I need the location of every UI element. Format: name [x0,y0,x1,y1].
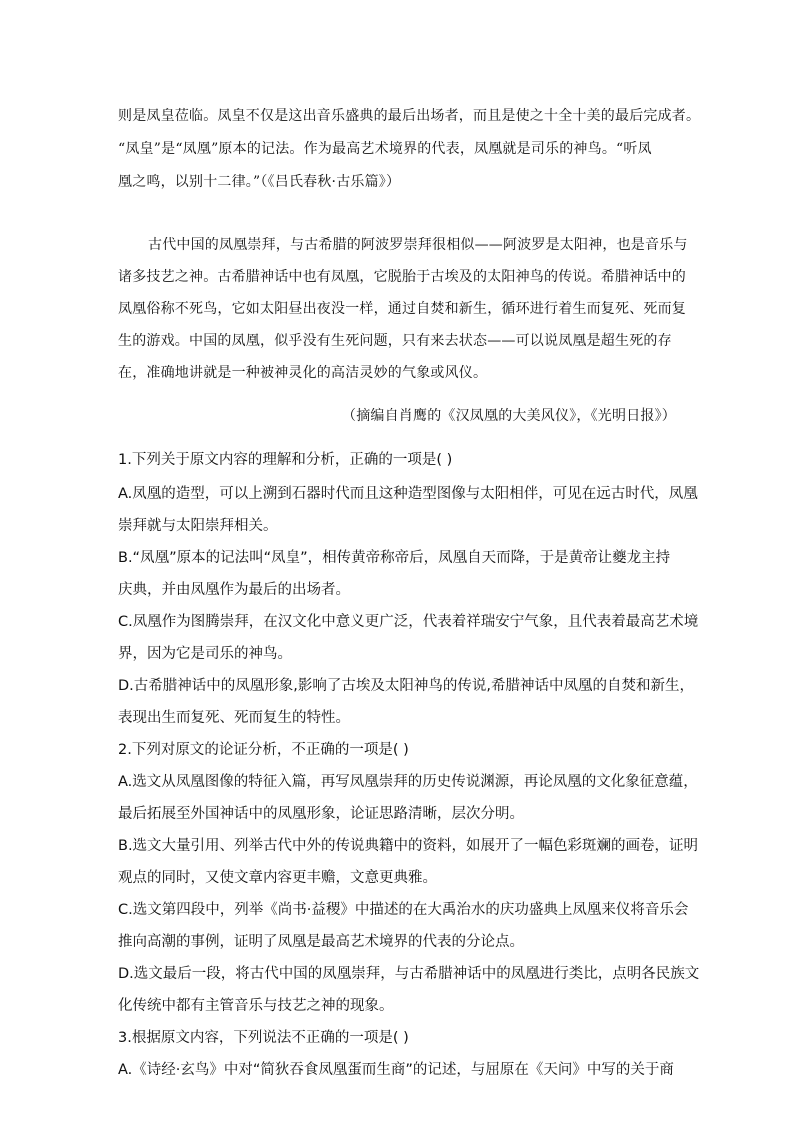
option-line: A.《诗经·玄鸟》中对“简狄吞食凤凰蛋而生商”的记述，与屈原在《天问》中写的关于商 [118,1062,674,1078]
option-line: C.选文第四段中，列举《尚书·益稷》中描述的在大禹治水的庆功盛典上凤凰来仪将音乐会 [118,902,689,918]
question-stem: 2.下列对原文的论证分析，不正确的一项是( ) [118,742,409,758]
passage-line: 古代中国的凤凰崇拜，与古希腊的阿波罗崇拜很相似——阿波罗是太阳神，也是音乐与 [148,237,688,253]
passage-line: 在，准确地讲就是一种被神灵化的高洁灵妙的气象或风仪。 [118,365,488,381]
option-line: B.选文大量引用、列举古代中外的传说典籍中的资料，如展开了一幅色彩斑斓的画卷，证明 [118,838,699,854]
passage-line: “凤皇”是“凤凰”原本的记法。作为最高艺术境界的代表，凤凰就是司乐的神鸟。“听凤 [118,141,652,157]
option-line: A.选文从凤凰图像的特征入篇，再写凤凰崇拜的历史传说渊源，再论凤凰的文化象征意蕴， [118,774,698,790]
option-line: 表现出生而复死、死而复生的特性。 [118,710,350,726]
passage-line: 诸多技艺之神。古希腊神话中也有凤凰，它脱胎于古埃及的太阳神鸟的传说。希腊神话中的 [118,269,686,285]
option-line: C.凤凰作为图腾崇拜，在汉文化中意义更广泛，代表着祥瑞安宁气象，且代表着最高艺术境 [118,614,699,630]
passage-line: 则是凤皇莅临。凤皇不仅是这出音乐盛典的最后出场者，而且是使之十全十美的最后完成者。 [118,108,701,124]
question-stem: 1.下列关于原文内容的理解和分析，正确的一项是( ) [118,452,453,468]
option-line: 最后拓展至外国神话中的凤凰形象，论证思路清晰，层次分明。 [118,806,524,822]
passage-line: 凰之鸣，以别十二律。”（《吕氏春秋·古乐篇》） [118,174,401,190]
passage-line: 生的游戏。中国的凤凰，似乎没有生死问题，只有来去状态——可以说凤凰是超生死的存 [118,333,672,349]
passage-line: 凤凰俗称不死鸟，它如太阳昼出夜没一样，通过自焚和新生，循环进行着生而复死、死而复 [118,301,686,317]
option-line: 观点的同时，又使文章内容更丰赡，文意更典雅。 [118,870,437,886]
option-line: A.凤凰的造型，可以上溯到石器时代而且这种造型图像与太阳相伴，可见在远古时代，凤凰 [118,486,698,502]
option-line: D.选文最后一段，将古代中国的凤凰崇拜，与古希腊神话中的凤凰进行类比，点明各民族文 [118,966,700,982]
option-line: 界，因为它是司乐的神鸟。 [118,646,292,662]
option-line: 庆典，并由凤凰作为最后的出场者。 [118,582,350,598]
source-citation: （摘编自肖鹰的《汉凤凰的大美风仪》，《光明日报》） [342,408,676,424]
option-line: B.“凤凰”原本的记法叫“凤皇”，相传黄帝称帝后，凤凰自天而降，于是黄帝让夔龙主持 [118,550,671,566]
option-line: 化传统中都有主管音乐与技艺之神的现象。 [118,998,394,1014]
option-line: D.古希腊神话中的凤凰形象,影响了古埃及太阳神鸟的传说,希腊神话中凤凰的自焚和新生， [118,678,694,694]
question-stem: 3.根据原文内容，下列说法不正确的一项是( ) [118,1030,409,1046]
option-line: 推向高潮的事例，证明了凤凰是最高艺术境界的代表的分论点。 [118,934,524,950]
option-line: 崇拜就与太阳崇拜相关。 [118,518,278,534]
